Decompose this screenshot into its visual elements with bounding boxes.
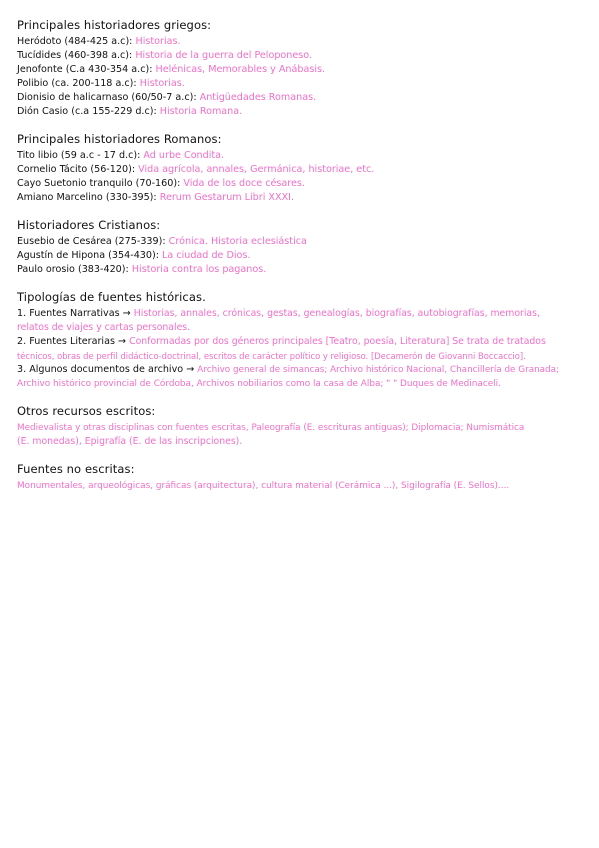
historian-name: Agustín de Hipona (354-430): [17, 250, 159, 261]
historian-works: Ad urbe Condita. [143, 150, 225, 161]
historian-row [17, 49, 587, 63]
historian-name: Cornelio Tácito (56-120): [17, 164, 136, 175]
typology-label: 1. Fuentes Narrativas → [17, 308, 131, 319]
historian-works: Crónica. Historia eclesiástica [168, 236, 307, 247]
historian-works: Historias. [135, 36, 181, 47]
greek-historians-section [17, 18, 587, 119]
section-heading: Historiadores Cristianos: [17, 218, 161, 232]
historian-row [17, 149, 587, 163]
historian-name: Amiano Marcelino (330-395): [17, 192, 157, 203]
typology-item [17, 307, 587, 321]
notes-page [17, 18, 587, 506]
section-heading: Principales historiadores griegos: [17, 18, 212, 32]
section-heading: Principales historiadores Romanos: [17, 132, 222, 146]
historian-works: Helénicas, Memorables y Anábasis. [155, 64, 326, 75]
historian-row [17, 249, 587, 263]
historian-row [17, 105, 587, 119]
historian-works: Historia de la guerra del Peloponeso. [135, 50, 313, 61]
historian-row [17, 263, 587, 277]
historian-works: Antigüedades Romanas. [199, 92, 317, 103]
section-heading: Tipologías de fuentes históricas. [17, 290, 206, 304]
section-heading: Fuentes no escritas: [17, 462, 135, 476]
typology-text: Conformadas por dos géneros principales [Teatro, poesía, Literatura] Se trata de tratados [129, 336, 546, 347]
historian-row [17, 77, 587, 91]
non-written-section [17, 462, 587, 493]
typology-item [17, 335, 587, 349]
roman-historians-section [17, 132, 587, 205]
historian-name: Eusebio de Cesárea (275-339): [17, 236, 166, 247]
historian-name: Cayo Suetonio tranquilo (70-160): [17, 178, 181, 189]
historian-works: Historia Romana. [159, 106, 243, 117]
historian-works: Vida de los doce césares. [183, 178, 305, 189]
historian-row [17, 235, 587, 249]
historian-name: Paulo orosio (383-420): [17, 264, 129, 275]
typology-text: Historias, annales, crónicas, gestas, genealogías, biografías, autobiografías, memorias, [133, 308, 540, 319]
historian-name: Dión Casio (c.a 155-229 d.c): [17, 106, 157, 117]
historian-row [17, 163, 587, 177]
typology-text: Archivo general de simancas; Archivo histórico Nacional, Chancillería de Granada; [197, 365, 559, 375]
resource-text-continued: (E. monedas), Epigrafía (E. de las inscripciones). [17, 436, 243, 447]
historian-works: Historias. [139, 78, 185, 89]
historian-name: Tito libio (59 a.c - 17 d.c): [17, 150, 141, 161]
resource-text: Monumentales, arqueológicas, gráficas (arquitectura), cultura material (Cerámica ...), Sigilografía (E. Sellos).... [17, 481, 510, 491]
historian-row [17, 191, 587, 205]
christian-historians-section [17, 218, 587, 277]
historian-works: Historia contra los paganos. [131, 264, 267, 275]
historian-works: Rerum Gestarum Libri XXXI. [159, 192, 295, 203]
typology-section [17, 290, 587, 391]
section-heading: Otros recursos escritos: [17, 404, 156, 418]
historian-row [17, 91, 587, 105]
other-written-section [17, 404, 587, 449]
typology-text-continued: Archivo histórico provincial de Córdoba, Archivos nobiliarios como la casa de Alba; " " Duques de Medinaceli. [17, 379, 501, 389]
historian-works: Vida agrícola, annales, Germánica, historiae, etc. [138, 164, 375, 175]
typology-label: 3. Algunos documentos de archivo → [17, 364, 195, 375]
historian-row [17, 35, 587, 49]
typology-item [17, 363, 587, 377]
historian-name: Tucídides (460-398 a.c): [17, 50, 133, 61]
typology-text-continued: relatos de viajes y cartas personales. [17, 322, 191, 333]
historian-works: La ciudad de Dios. [162, 250, 251, 261]
resource-text: Medievalista y otras disciplinas con fuentes escritas, Paleografía (E. escrituras antiguas); Diplomacia; Numismática [17, 423, 525, 433]
historian-name: Heródoto (484-425 a.c): [17, 36, 133, 47]
typology-text-continued: técnicos, obras de perfil didáctico-doctrinal, escritos de carácter político y religioso. [Decamerón de Giovanni Boccaccio]. [17, 351, 526, 361]
historian-name: Polibio (ca. 200-118 a.c): [17, 78, 137, 89]
historian-row [17, 63, 587, 77]
historian-name: Jenofonte (C.a 430-354 a.c): [17, 64, 153, 75]
typology-label: 2. Fuentes Literarias → [17, 336, 127, 347]
historian-row [17, 177, 587, 191]
historian-name: Dionisio de halicarnaso (60/50-7 a.c): [17, 92, 197, 103]
